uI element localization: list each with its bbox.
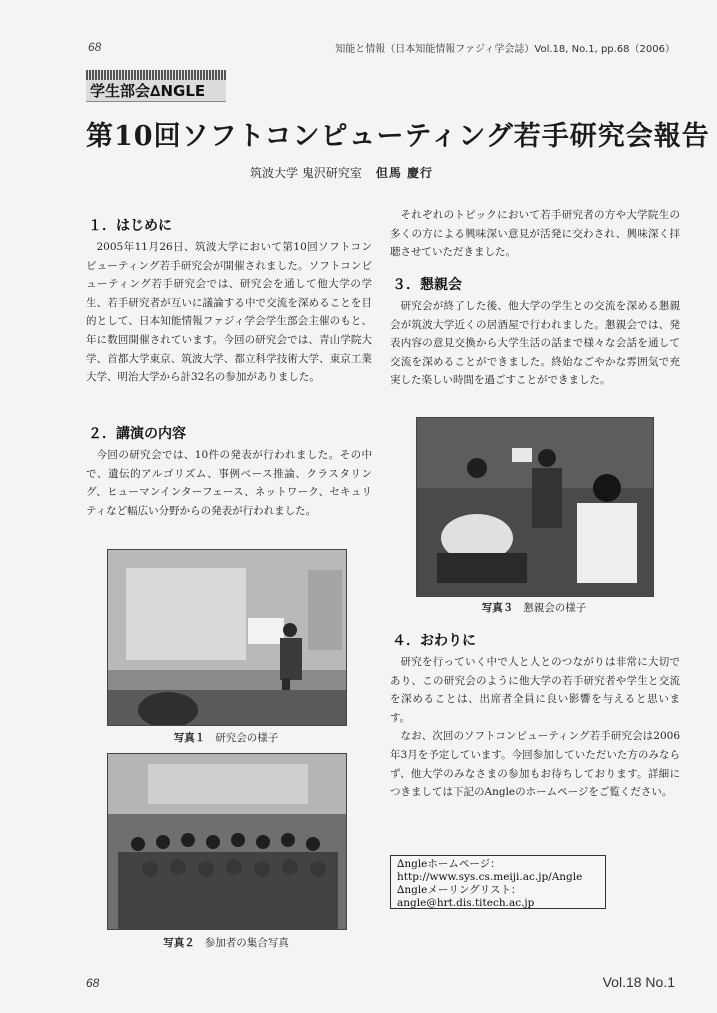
header-journal-citation: 知能と情報（日本知能情報ファジィ学会誌）Vol.18, No.1, pp.68（2006） bbox=[335, 44, 675, 55]
photo-caption-text: 懇親会の様子 bbox=[523, 602, 587, 614]
section-heading-party: ３．懇親会 bbox=[392, 277, 462, 293]
photo-group-image bbox=[108, 754, 346, 929]
section-body-intro bbox=[86, 238, 372, 387]
article-title: 第10回ソフトコンピューティング若手研究会報告 bbox=[86, 121, 710, 152]
paragraph: 研究を行っていく中で人と人とのつながりは非常に大切であり、この研究会のように他大学の若手研究者や学生と交流を深めることは、出席者全員に良い影響を与えると思います。 bbox=[390, 656, 680, 724]
corner-label: 学生部会∆NGLE bbox=[86, 80, 226, 102]
photo-caption-text: 参加者の集合写真 bbox=[204, 937, 289, 949]
paragraph: 今回の研究会では、10件の発表が行われました。その中で、遺伝的アルゴリズム、事例ベース推論、クラスタリング、ヒューマンインターフェース、ネットワーク、セキュリティなど幅広い分野からの発表が行われました。 bbox=[86, 449, 372, 517]
paragraph: それぞれのトピックにおいて若手研究者の方や大学院生の多くの方による興味深い意見が活発に交わされ、興味深く拝聴させていただきました。 bbox=[390, 209, 680, 259]
photo-caption-presentation bbox=[107, 730, 345, 745]
section-body-party bbox=[390, 297, 680, 390]
photo-caption-group bbox=[107, 935, 345, 950]
section-heading-conclusion: ４．おわりに bbox=[392, 633, 476, 649]
paragraph: 2005年11月26日、筑波大学において第10回ソフトコンピューティング若手研究会が開催されました。ソフトコンピューティング若手研究会では、研究会を通して他大学の学生、若手研究者が互いに議論する中で交流を深めることを目的として、日本知能情報ファジィ学会学生部会主催のもと、年に数回開催されています。今回の研究会では、青山学院大学、首都大学東京、筑波大学、都立科学技術大学、東京工業大学、明治大学から計32名の参加がありました。 bbox=[86, 241, 372, 384]
photo-label: 写真２ bbox=[163, 937, 195, 949]
section-heading-intro: １．はじめに bbox=[88, 218, 172, 234]
photo-party bbox=[416, 417, 654, 597]
paragraph: なお、次回のソフトコンピューティング若手研究会は2006年3月を予定しています。今回参加していただいた方のみならず、他大学のみなさまの参加もお待ちしております。詳細につきましては下記のAngleのホームページをご覧ください。 bbox=[390, 730, 680, 799]
section-body-continued bbox=[390, 206, 680, 262]
photo-presentation-image bbox=[108, 550, 346, 725]
section-body-talks bbox=[86, 446, 372, 520]
section-heading-talks: ２．講演の内容 bbox=[88, 426, 186, 442]
corner-decoration-band bbox=[86, 70, 226, 80]
contact-info-box bbox=[390, 855, 606, 909]
photo-group bbox=[107, 753, 347, 930]
paragraph: 研究会が終了した後、他大学の学生との交流を深める懇親会が筑波大学近くの居酒屋で行われました。懇親会では、発表内容の意見交換から大学生活の話まで様々な会話を通して交流を深めることができました。終始なごやかな雰囲気で充実した楽しい時間を過ごすことができました。 bbox=[390, 300, 680, 387]
homepage-url[interactable]: http://www.sys.cs.meiji.ac.jp/Angle bbox=[397, 871, 583, 883]
photo-caption-party bbox=[416, 600, 652, 615]
photo-label: 写真３ bbox=[481, 602, 514, 614]
author-line bbox=[250, 164, 433, 181]
footer-volume: Vol.18 No.1 bbox=[602, 974, 675, 990]
homepage-label: ∆ngleホームページ： bbox=[397, 858, 501, 870]
header-page-number: 68 bbox=[88, 40, 102, 54]
photo-caption-text: 研究会の様子 bbox=[215, 732, 279, 744]
mailing-list-label: ∆ngleメーリングリスト： bbox=[397, 884, 522, 896]
mailing-list-address[interactable]: angle@hrt.dis.titech.ac.jp bbox=[397, 897, 535, 909]
author-name: 但馬 慶行 bbox=[375, 166, 434, 180]
photo-party-image bbox=[417, 418, 653, 596]
author-affiliation: 筑波大学 鬼沢研究室 bbox=[250, 166, 362, 180]
photo-label: 写真１ bbox=[173, 732, 206, 744]
photo-presentation bbox=[107, 549, 347, 726]
section-body-conclusion bbox=[390, 653, 680, 802]
footer-page-number: 68 bbox=[86, 976, 100, 990]
